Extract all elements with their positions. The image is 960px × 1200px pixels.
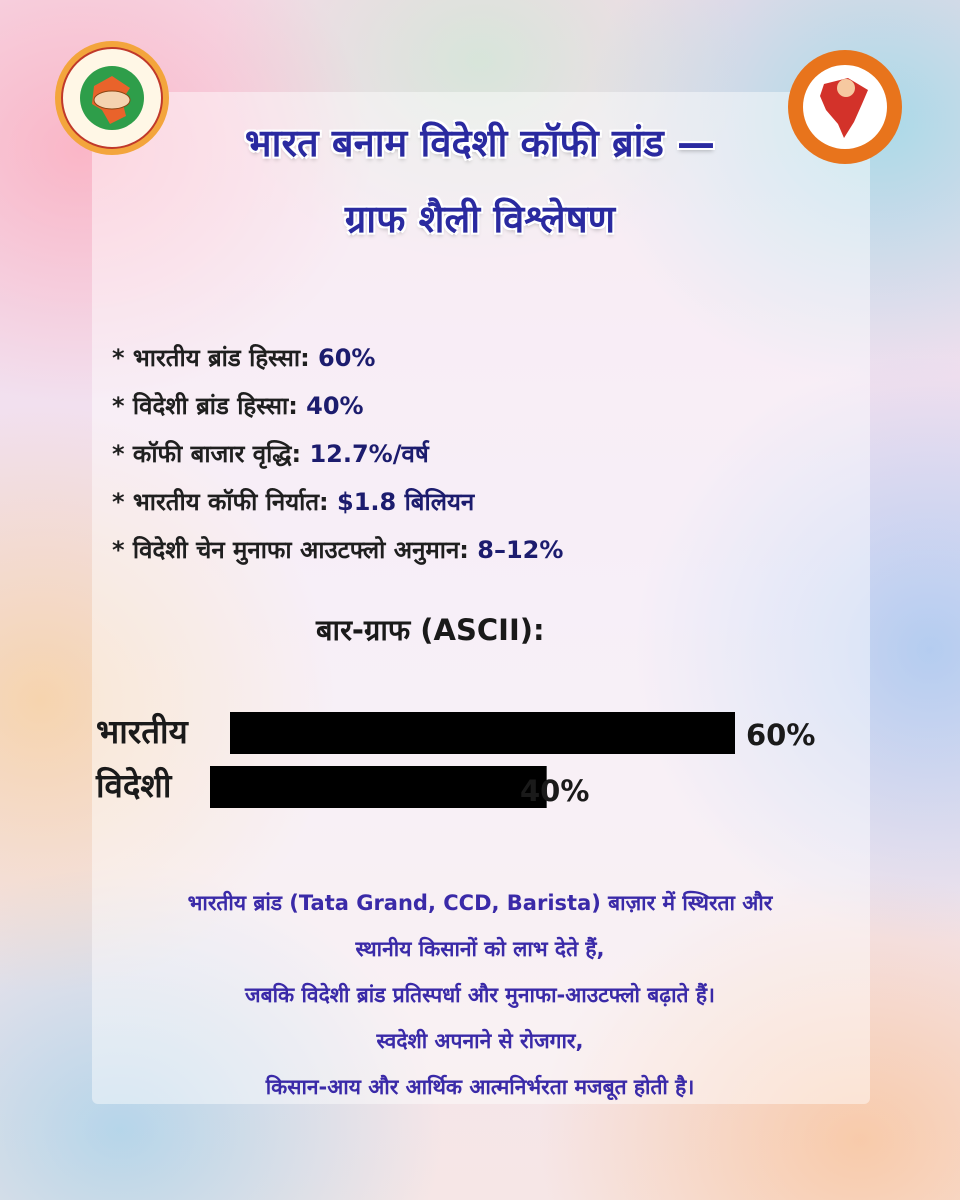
footer-line: किसान-आय और आर्थिक आत्मनिर्भरता मजबूत होती है। [265, 1075, 695, 1099]
stat-value: 40% [306, 392, 364, 420]
stat-value: $1.8 बिलियन [337, 488, 475, 516]
bar-label-indian: भारतीय [96, 712, 188, 751]
footer-line: भारतीय ब्रांड (Tata Grand, CCD, Barista) बाज़ार में स्थिरता और [187, 891, 773, 915]
footer-text [40, 880, 920, 1110]
stat-label: * भारतीय कॉफी निर्यात: [112, 488, 329, 516]
stat-label: * विदेशी ब्रांड हिस्सा: [112, 392, 298, 420]
stat-label: * भारतीय ब्रांड हिस्सा: [112, 344, 310, 372]
page-title-line-1: भारत बनाम विदेशी कॉफी ब्रांड — [244, 121, 716, 165]
bar-indian [230, 712, 735, 754]
footer-line: स्थानीय किसानों को लाभ देते हैं, [355, 937, 605, 961]
footer-line: स्वदेशी अपनाने से रोजगार, [376, 1029, 584, 1053]
stat-value: 60% [318, 344, 376, 372]
bar-value-indian: 60% [746, 718, 816, 752]
chart-title: बार-ग्राफ (ASCII): [316, 613, 545, 647]
page-title-line-2: ग्राफ शैली विश्लेषण [344, 197, 616, 241]
bar-label-foreign: विदेशी [96, 766, 172, 805]
stat-value: 12.7%/वर्ष [309, 440, 429, 468]
stat-label: * कॉफी बाजार वृद्धि: [112, 440, 302, 468]
stat-value: 8–12% [477, 536, 564, 564]
footer-line: जबकि विदेशी ब्रांड प्रतिस्पर्धा और मुनाफा-आउटफ्लो बढ़ाते हैं। [245, 983, 715, 1007]
stat-label: * विदेशी चेन मुनाफा आउटफ्लो अनुमान: [112, 536, 469, 564]
bar-foreign [210, 766, 547, 808]
bar-value-foreign: 40% [520, 774, 590, 808]
